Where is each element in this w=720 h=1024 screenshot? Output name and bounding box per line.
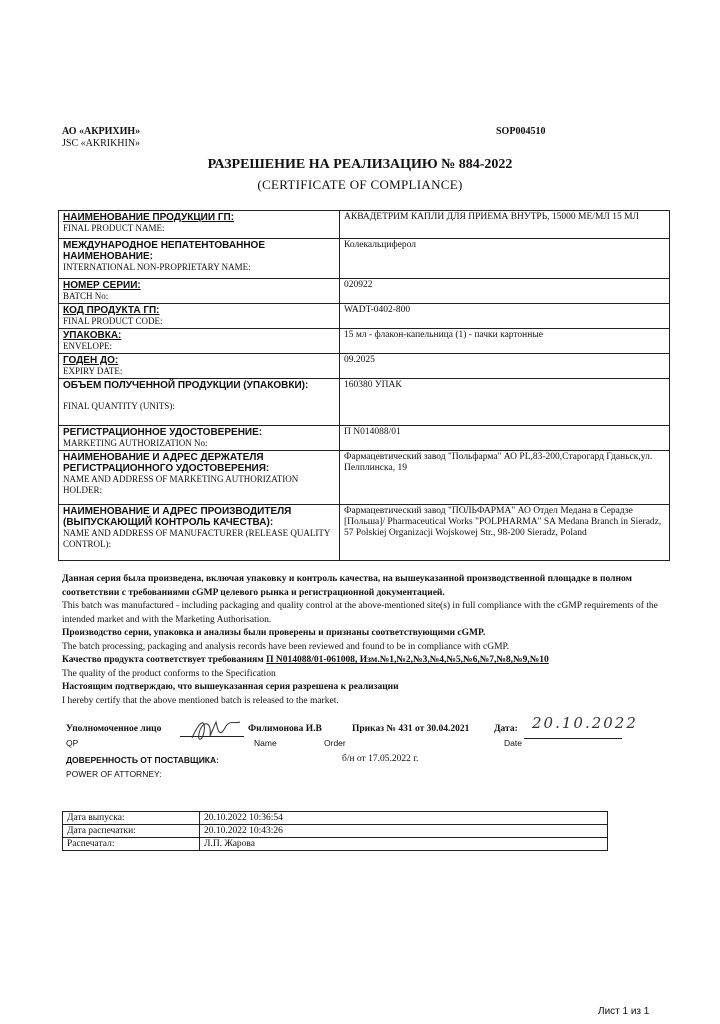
row-value: 15 мл - флакон-капельница (1) - пачки картонные <box>340 329 670 354</box>
statement-3-ru <box>62 654 670 668</box>
date-label-en: Date <box>504 738 522 748</box>
row-label-en: FINAL PRODUCT NAME: <box>63 223 165 233</box>
table-row <box>59 379 670 426</box>
statement-4-ru: Настоящим подтверждаю, что вышеуказанная серия разрешена к реализации <box>62 682 399 692</box>
document-title: РАЗРЕШЕНИЕ НА РЕАЛИЗАЦИЮ № 884-2022 <box>207 157 513 172</box>
print-info-label: Дата выпуска: <box>63 812 200 825</box>
print-info-table <box>62 811 608 851</box>
table-row <box>59 239 670 279</box>
row-value: WADT-0402-800 <box>340 304 670 329</box>
row-label-ru: НАИМЕНОВАНИЕ ПРОДУКЦИИ ГП: <box>63 212 235 223</box>
table-row <box>63 838 608 851</box>
order-label-en: Order <box>324 738 346 748</box>
print-info-label: Дата распечатки: <box>63 825 200 838</box>
row-label-en: INTERNATIONAL NON-PROPRIETARY NAME: <box>63 262 251 272</box>
poa-label-en: POWER OF ATTORNEY: <box>66 769 162 779</box>
company-name-en: JSC «AKRIKHIN» <box>62 138 141 149</box>
row-label-ru: ОБЪЕМ ПОЛУЧЕННОЙ ПРОДУКЦИИ (УПАКОВКИ): <box>63 380 309 391</box>
row-value: АКВАДЕТРИМ КАПЛИ ДЛЯ ПРИЕМА ВНУТРЬ, 15000 МЕ/МЛ 15 МЛ <box>340 211 670 239</box>
table-row <box>59 279 670 304</box>
row-value: 020922 <box>340 279 670 304</box>
handwritten-date: 20.10.2022 <box>532 714 638 732</box>
handwritten-signature-icon <box>186 716 242 746</box>
qp-label-ru: Уполномоченное лицо <box>66 724 162 734</box>
document-subtitle: (CERTIFICATE OF COMPLIANCE) <box>257 177 463 192</box>
table-row <box>59 354 670 379</box>
company-block <box>62 126 140 150</box>
row-value: Фармацевтический завод "Польфарма" АО PL,83-200,Старогард Гданьск,ул. Пелплинска, 19 <box>340 451 670 505</box>
row-label-ru: УПАКОВКА: <box>63 330 122 341</box>
statements-block <box>62 573 670 708</box>
print-info-value: 20.10.2022 10:43:26 <box>200 825 608 838</box>
row-value: П N014088/01 <box>340 426 670 451</box>
table-row <box>59 304 670 329</box>
table-row <box>59 211 670 239</box>
row-label-ru: НАИМЕНОВАНИЕ И АДРЕС ПРОИЗВОДИТЕЛЯ (ВЫПУСКАЮЩИЙ КОНТРОЛЬ КАЧЕСТВА): <box>63 506 292 528</box>
row-label-ru: КОД ПРОДУКТА ГП: <box>63 305 160 316</box>
table-row <box>59 451 670 505</box>
table-row <box>63 812 608 825</box>
page-number: Лист 1 из 1 <box>598 1006 650 1017</box>
poa-label-ru: ДОВЕРЕННОСТЬ ОТ ПОСТАВЩИКА: <box>66 755 219 765</box>
table-row <box>63 825 608 838</box>
order-reference: Приказ № 431 от 30.04.2021 <box>352 724 470 734</box>
row-label-en: FINAL QUANTITY (UNITS): <box>63 401 175 411</box>
poa-value: б/н от 17.05.2022 г. <box>342 754 419 764</box>
document-code: SOP004510 <box>496 126 546 137</box>
row-label-ru: РЕГИСТРАЦИОННОЕ УДОСТОВЕРЕНИЕ: <box>63 427 263 438</box>
row-value: Колекальциферол <box>340 239 670 279</box>
row-label-ru: НАИМЕНОВАНИЕ И АДРЕС ДЕРЖАТЕЛЯ РЕГИСТРАЦИОННОГО УДОСТОВЕРЕНИЯ: <box>63 452 270 474</box>
row-label-en: MARKETING AUTHORIZATION No: <box>63 438 208 448</box>
statement-2-en: The batch processing, packaging and analysis records have been reviewed and found to be in compliance with cGMP. <box>62 641 510 652</box>
name-label-en: Name <box>254 738 277 748</box>
signature-block <box>62 714 670 794</box>
print-info-value: Л.П. Жарова <box>200 838 608 851</box>
table-row <box>59 426 670 451</box>
print-info-value: 20.10.2022 10:36:54 <box>200 812 608 825</box>
row-label-en: NAME AND ADDRESS OF MANUFACTURER (RELEASE QUALITY CONTROL): <box>63 528 331 549</box>
print-info-label: Распечатал: <box>63 838 200 851</box>
row-label-ru: НОМЕР СЕРИИ: <box>63 280 141 291</box>
row-label-en: NAME AND ADDRESS OF MARKETING AUTHORIZATION HOLDER: <box>63 474 299 495</box>
specification-reference: П N014088/01-061008, Изм.№1,№2,№3,№4,№5,№6,№7,№8,№9,№10 <box>266 655 549 665</box>
statement-3-en: The quality of the product conforms to the Specification <box>62 668 276 679</box>
statement-3-ru-prefix: Качество продукта соответствует требованиям <box>62 655 264 665</box>
row-value: 160380 УПАК <box>340 379 670 426</box>
table-row <box>59 505 670 561</box>
row-value: 09.2025 <box>340 354 670 379</box>
qp-label-en: QP <box>66 738 79 748</box>
company-name-ru: АО «АКРИХИН» <box>62 126 141 137</box>
product-info-table <box>58 210 670 561</box>
date-label-ru: Дата: <box>494 724 518 734</box>
row-label-en: ENVELOPE: <box>63 341 112 351</box>
row-label-ru: ГОДЕН ДО: <box>63 355 119 366</box>
row-label-en: FINAL PRODUCT CODE: <box>63 316 163 326</box>
statement-1-ru: Данная серия была произведена, включая упаковку и контроль качества, на вышеуказанной производственной площадке в полном соответствии с требованиями cGMP целевого рынка и регистрационной документацией. <box>62 574 632 598</box>
row-value: Фармацевтический завод "ПОЛЬФАРМА" АО Отдел Медана в Серадзе [Польша]/ Pharmaceutical Works "POLPHARMA" SA Medana Branch in Sieradz, 57 Polskiej Organizacji Wojskowej Str., 98-200 Sieradz, Poland <box>340 505 670 561</box>
row-label-en: BATCH No: <box>63 291 109 301</box>
table-row <box>59 329 670 354</box>
signer-name: Филимонова И.В <box>248 724 322 734</box>
row-label-ru: МЕЖДУНАРОДНОЕ НЕПАТЕНТОВАННОЕ НАИМЕНОВАНИЕ: <box>63 240 265 262</box>
statement-4-en: I hereby certify that the above mentioned batch is released to the market. <box>62 695 339 706</box>
row-label-en: EXPIRY DATE: <box>63 366 123 376</box>
statement-1-en: This batch was manufactured - including packaging and quality control at the above-mentioned site(s) in full compliance with the cGMP requirements of the intended market and with the Marketing Authorisation. <box>62 601 658 625</box>
statement-2-ru: Производство серии, упаковка и анализы были проверены и признаны соответствующими cGMP. <box>62 628 486 638</box>
